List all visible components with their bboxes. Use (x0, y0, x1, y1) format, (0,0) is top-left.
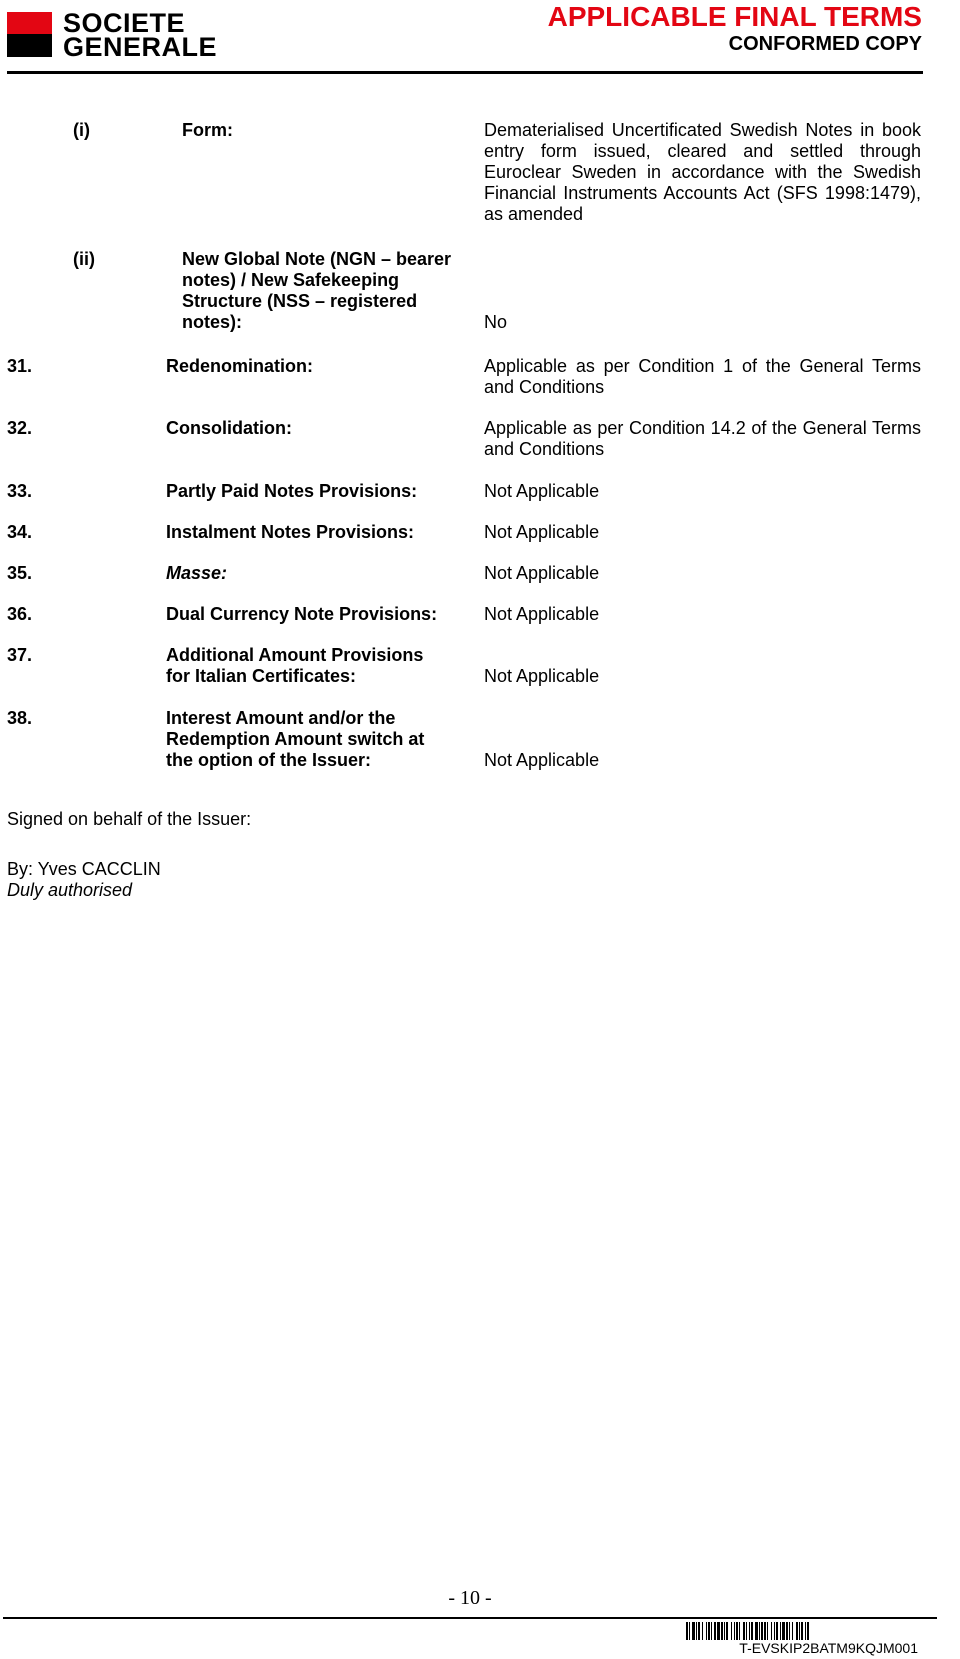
item-label: Redenomination: (166, 356, 313, 376)
header-divider (7, 71, 923, 74)
signatory-role: Duly authorised (7, 880, 133, 900)
item-number: 33. (7, 481, 33, 501)
item-number: 36. (7, 604, 33, 624)
document-title: APPLICABLE FINAL TERMS (547, 1, 922, 32)
signature-intro: Signed on behalf of the Issuer: (7, 809, 252, 829)
item-value: Not Applicable (484, 563, 600, 583)
document-subtitle: CONFORMED COPY (728, 33, 922, 55)
item-number: (i) (73, 120, 90, 140)
item-value: Not Applicable (484, 666, 600, 686)
item-number: 37. (7, 645, 33, 665)
item-label: Masse: (166, 563, 228, 583)
item-label: Dual Currency Note Provisions: (166, 604, 438, 624)
item-label: Consolidation: (166, 418, 292, 438)
barcode-text: T-EVSKIP2BATM9KQJM001 (739, 1640, 918, 1656)
item-number: 32. (7, 418, 33, 438)
item-number: 35. (7, 563, 33, 583)
item-value: Not Applicable (484, 481, 600, 501)
logo-line-1: SOCIETE (63, 8, 186, 38)
item-label: Instalment Notes Provisions: (166, 522, 415, 542)
item-number: 31. (7, 356, 33, 376)
signatory-name: By: Yves CACCLIN (7, 859, 161, 879)
item-value: Not Applicable (484, 604, 600, 624)
item-value: Applicable as per Condition 1 of the General Terms and Conditions (484, 356, 921, 397)
barcode-icon (686, 1622, 936, 1640)
item-value: No (484, 312, 508, 332)
item-value: Not Applicable (484, 750, 600, 770)
item-number: 34. (7, 522, 33, 542)
footer-divider (3, 1617, 937, 1619)
item-label: New Global Note (NGN – bearer notes) / New Safekeeping Structure (NSS – registered notes): (182, 249, 452, 332)
item-value: Applicable as per Condition 14.2 of the General Terms and Conditions (484, 418, 921, 459)
item-label: Partly Paid Notes Provisions: (166, 481, 418, 501)
item-value: Dematerialised Uncertificated Swedish Notes in book entry form issued, cleared and settled through Euroclear Sweden in accordance with the Swedish Financial Instruments Accounts Act (SFS 1998:1479), as amended (484, 120, 921, 224)
logo-wordmark (63, 8, 218, 62)
item-label: Interest Amount and/or the Redemption Amount switch at the option of the Issuer: (166, 708, 425, 770)
logo-mark-icon (7, 12, 52, 57)
societe-generale-logo (7, 8, 257, 62)
logo-line-2: GENERALE (63, 32, 218, 62)
item-number: 38. (7, 708, 33, 728)
page-number: - 10 - (448, 1587, 492, 1609)
item-number: (ii) (73, 249, 95, 269)
item-label: Form: (182, 120, 233, 140)
item-value: Not Applicable (484, 522, 600, 542)
item-label: Additional Amount Provisions for Italian Certificates: (166, 645, 424, 686)
